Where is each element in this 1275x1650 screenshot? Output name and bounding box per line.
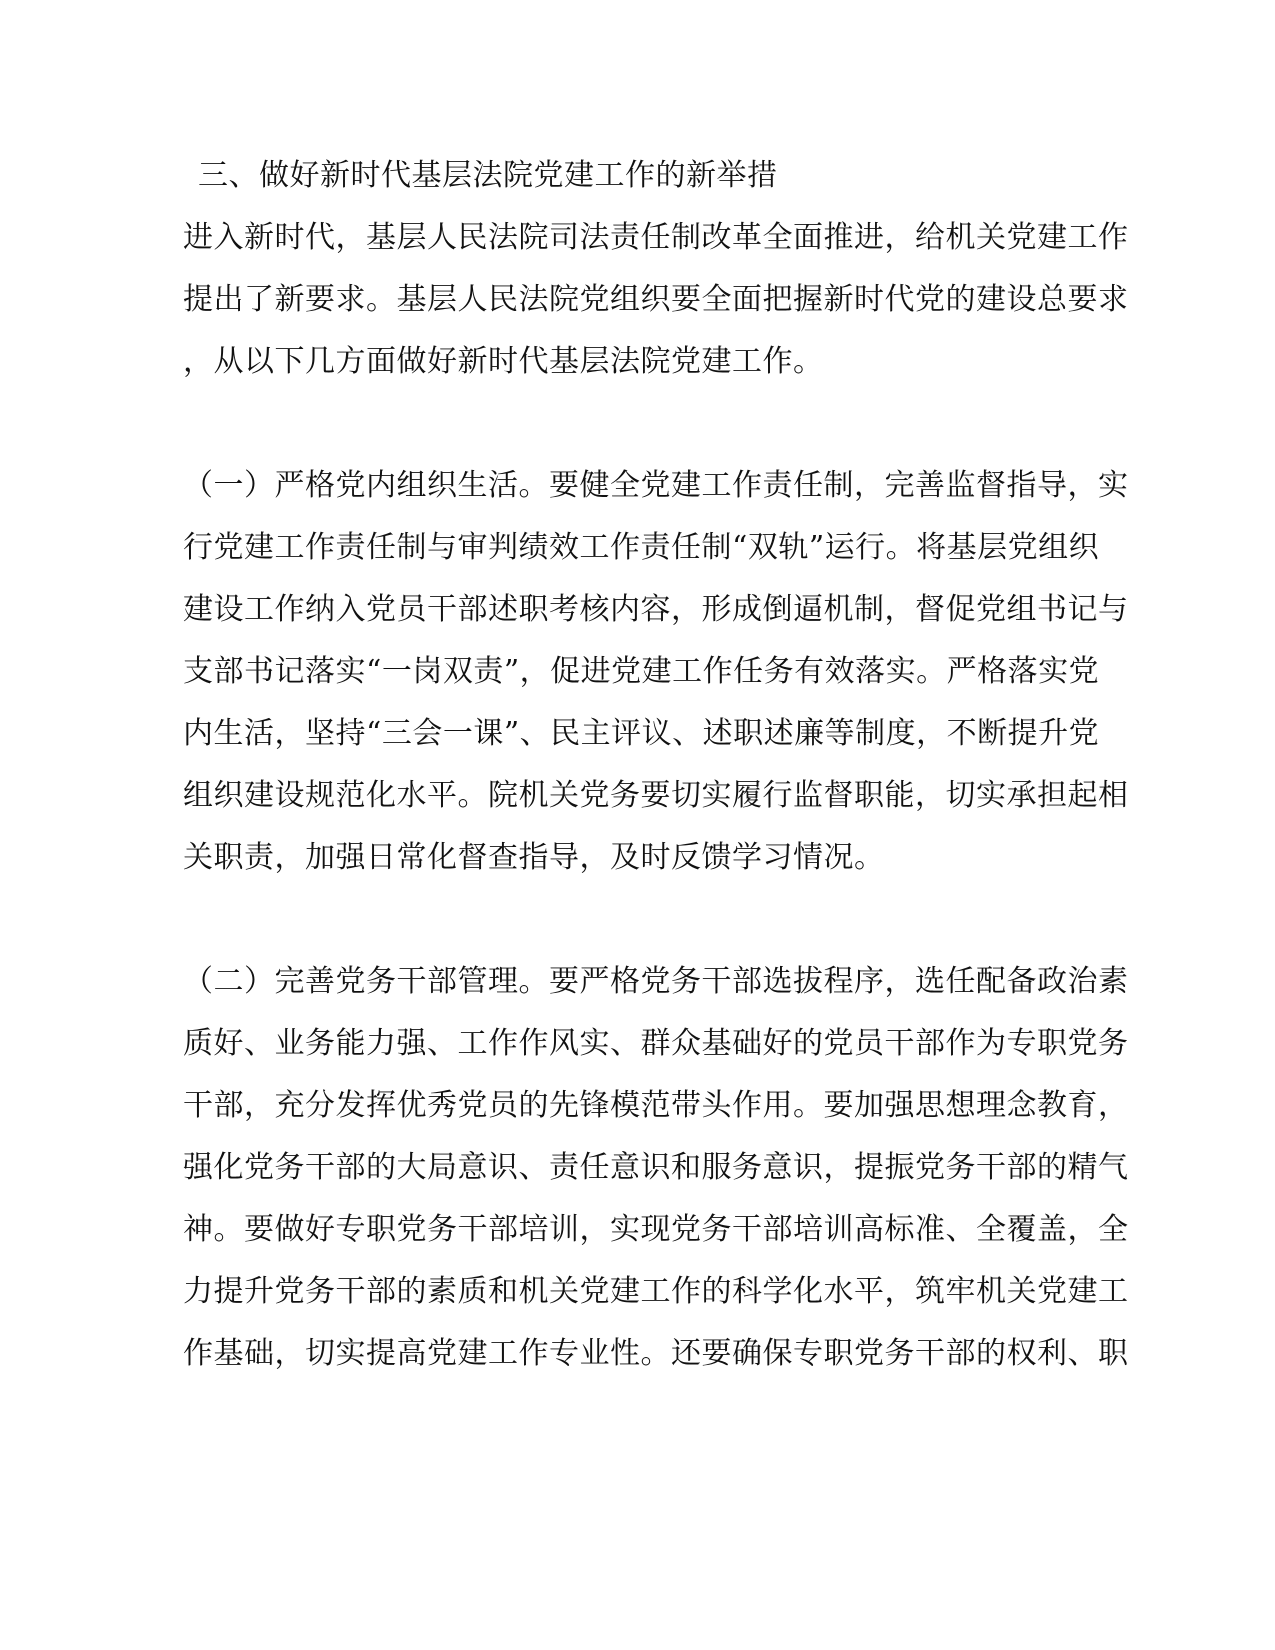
item2-line-3: 干部，充分发挥优秀党员的先锋模范带头作用。要加强思想理念教育， [183,1088,1129,1123]
item2-line-7: 作基础，切实提高党建工作专业性。还要确保专职党务干部的权利、职 [183,1336,1129,1371]
item2-line-2: 质好、业务能力强、工作作风实、群众基础好的党员干部作为专职党务 [183,1026,1129,1061]
item1-line-3: 建设工作纳入党员干部述职考核内容，形成倒逼机制，督促党组书记与 [183,592,1129,627]
item1-line-4: 支部书记落实“一岗双责”，促进党建工作任务有效落实。严格落实党 [183,654,1100,689]
item2-line-6: 力提升党务干部的素质和机关党建工作的科学化水平，筑牢机关党建工 [183,1274,1129,1309]
intro-line-2: 提出了新要求。基层人民法院党组织要全面把握新时代党的建设总要求 [183,282,1129,317]
item1-line-6: 组织建设规范化水平。院机关党务要切实履行监督职能，切实承担起相 [183,778,1129,813]
section-heading: 三、做好新时代基层法院党建工作的新举措 [198,158,778,193]
item2-line-5: 神。要做好专职党务干部培训，实现党务干部培训高标准、全覆盖，全 [183,1212,1129,1247]
intro-line-1: 进入新时代，基层人民法院司法责任制改革全面推进，给机关党建工作 [183,220,1129,255]
item2-line-1: （二）完善党务干部管理。要严格党务干部选拔程序，选任配备政治素 [183,964,1129,999]
item2-line-4: 强化党务干部的大局意识、责任意识和服务意识，提振党务干部的精气 [183,1150,1129,1185]
item1-line-1: （一）严格党内组织生活。要健全党建工作责任制，完善监督指导，实 [183,468,1129,503]
intro-line-3: ，从以下几方面做好新时代基层法院党建工作。 [183,344,824,379]
item1-line-5: 内生活，坚持“三会一课”、民主评议、述职述廉等制度，不断提升党 [183,716,1100,751]
item1-line-2: 行党建工作责任制与审判绩效工作责任制“双轨”运行。将基层党组织 [183,530,1100,565]
item1-line-7: 关职责，加强日常化督查指导，及时反馈学习情况。 [183,840,885,875]
